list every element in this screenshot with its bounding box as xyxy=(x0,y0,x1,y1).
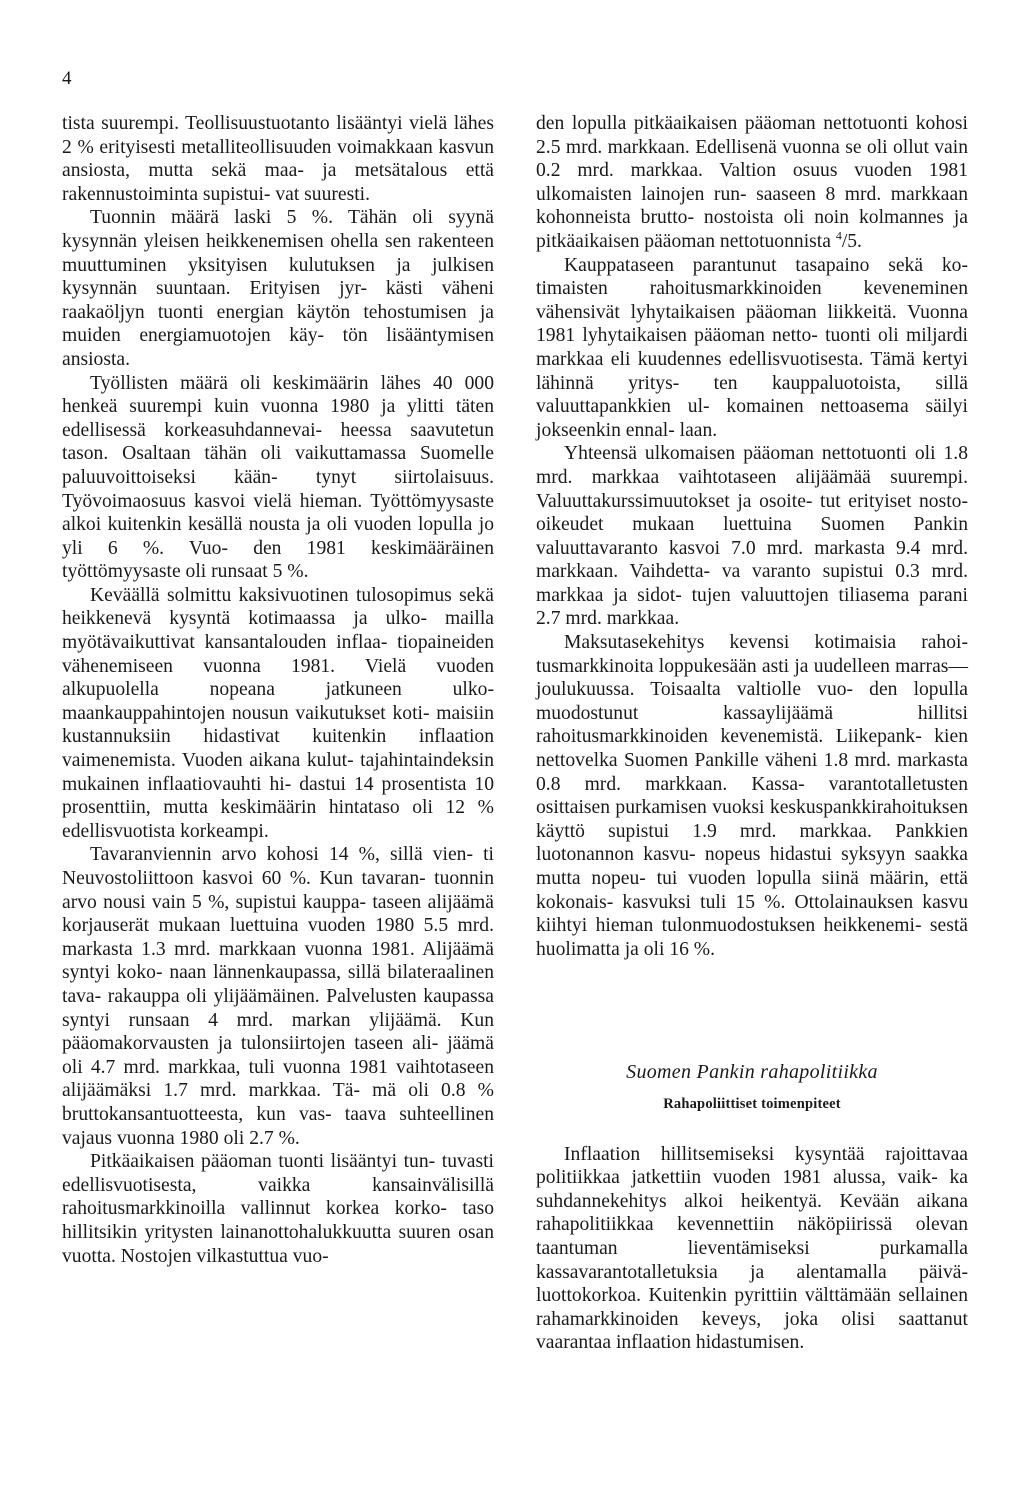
right-paragraph-1 xyxy=(536,112,968,254)
right-column xyxy=(536,112,968,1355)
right-paragraph-4: Maksutasekehitys kevensi kotimaisia rahoi- tusmarkkinoita loppukesään asti ja uudelleen marras—joulukuussa. Toisaalta valtiolle vuo- den lopulla muodostunut kassaylijäämä hillitsi rahoitusmarkkinoiden kevenemistä. Liikepank- kien nettovelka Suomen Pankille väheni 1.8 mrd. markasta 0.8 mrd. markkaan. Kassa- varantotalletusten osittaisen purkamisen vuoksi keskuspankkirahoituksen käyttö supistui 1.9 mrd. markkaa. Pankkien luotonannon kasvu- nopeus hidastui syksyyn saakka mutta nopeu- tui vuoden lopulla siinä määrin, että kokonais- kasvuksi tuli 15 %. Ottolainauksen kasvu kiihtyi hieman tulonmuodostuksen heikkenemi- sestä huolimatta ja oli 16 %. xyxy=(536,632,968,960)
left-paragraph-1: tista suurempi. Teollisuustuotanto lisääntyi vielä lähes 2 % erityisesti metalliteollisuuden voimakkaan kasvun ansiosta, mutta sekä maa- ja metsätalous että rakennustoiminta supistui- vat suuresti. xyxy=(62,113,494,205)
left-paragraph-4: Keväällä solmittu kaksivuotinen tulosopimus sekä heikkenevä kysyntä kotimaassa ja ulko- mailla myötävaikuttivat kansantalouden inflaa- tiopaineiden vähenemiseen vuonna 1981. Vielä vuoden alkupuolella nopeana jatkuneen ulko- maankauppahintojen nousun vaikutukset koti- maisiin kustannuksiin hidastivat kuitenkin inflaation vaimenemista. Vuoden aikana kulut- tajahintaindeksin mukainen inflaatiovauhti hi- dastui 14 prosentista 10 prosenttiin, mutta keskimäärin hintataso oli 12 % edellisvuotista korkeampi. xyxy=(62,584,494,842)
left-paragraph-6: Pitkäaikaisen pääoman tuonti lisääntyi tun- tuvasti edellisvuotisesta, vaikka kansainvälisillä rahoitusmarkkinoilla vallinnut korkea korko- taso hillitsikin yritysten lainanottohalukkuutta suuren osan vuotta. Nostojen vilkastuttua vuo- xyxy=(62,1151,494,1267)
left-column xyxy=(62,112,494,1268)
section-title: Suomen Pankin rahapolitiikka xyxy=(626,1061,878,1084)
left-paragraph-5: Tavaranviennin arvo kohosi 14 %, sillä vien- ti Neuvostoliittoon kasvoi 60 %. Kun tavaran- tuonnin arvo nousi vain 5 %, supistui kauppa- taseen alijäämä korjauserät mukaan luettuina vuoden 1980 5.5 mrd. markasta 1.3 mrd. markkaan vuonna 1981. Alijäämä syntyi koko- naan lännenkaupassa, sillä bilateraalinen tava- rakauppa oli ylijäämäinen. Palvelusten kaupassa syntyi runsaan 4 mrd. markan ylijäämä. Kun pääomakorvausten ja tulonsiirtojen taseen ali- jäämä oli 4.7 mrd. markkaa, tuli vuonna 1981 vaihtotaseen alijäämäksi 1.7 mrd. markkaa. Tä- mä oli 0.8 % bruttokansantuotteesta, kun vas- taava suhteellinen vajaus vuonna 1980 oli 2.7 %. xyxy=(62,844,494,1149)
section-subtitle: Rahapoliittiset toimenpiteet xyxy=(663,1095,841,1112)
left-paragraph-3: Työllisten määrä oli keskimäärin lähes 40 000 henkeä suurempi kuin vuonna 1980 ja ylitti täten edellisessä korkeasuhdannevai- heessa saavutetun tason. Osaltaan tähän oli vaikuttamassa Suomelle paluuvoittoiseksi kään- tynyt siirtolaisuus. Työvoimaosuus kasvoi vielä hieman. Työttömyysaste alkoi kuitenkin kesällä nousta ja oli vuoden lopulla jo yli 6 %. Vuo- den 1981 keskimääräinen työttömyysaste oli runsaat 5 %. xyxy=(62,372,494,583)
page-number: 4 xyxy=(62,68,72,89)
fraction-denominator: /5. xyxy=(841,230,862,252)
right-paragraph-2: Kauppataseen parantunut tasapaino sekä ko- timaisten rahoitusmarkkinoiden keveneminen vähensivät lyhytaikaisen pääoman liikkeitä. Vuonna 1981 lyhytaikaisen pääoman netto- tuonti oli miljardi markkaa eli kuudennes edellisvuotisesta. Tämä kertyi lähinnä yritys- ten kauppaluotoista, sillä valuuttapankkien ul- komainen nettoasema säilyi jokseenkin ennal- laan. xyxy=(536,254,968,441)
right-paragraph-3: Yhteensä ulkomaisen pääoman nettotuonti oli 1.8 mrd. markkaa vaihtotaseen alijäämää suurempi. Valuuttakurssimuutokset ja osoite- tut erityiset nosto-oikeudet mukaan luettuina Suomen Pankin valuuttavaranto kasvoi 7.0 mrd. markasta 9.4 mrd. markkaan. Vaihdetta- va varanto supistui 0.3 mrd. markkaa ja sidot- tujen valuuttojen tiliasema parani 2.7 mrd. markkaa. xyxy=(536,443,968,630)
right-paragraph-1-text: den lopulla pitkäaikaisen pääoman nettotuonti kohosi 2.5 mrd. markkaan. Edellisenä vuonna se oli ollut vain 0.2 mrd. markkaa. Valtion osuus vuoden 1981 ulkomaisten lainojen run- saaseen 8 mrd. markkaan kohonneista brutto- nostoista oli noin kolmannes ja pitkäaikaisen pääoman nettotuonnista xyxy=(536,113,968,252)
left-paragraph-2: Tuonnin määrä laski 5 %. Tähän oli syynä kysynnän yleisen heikkenemisen ohella sen rakenteen muuttuminen yksityisen kulutuksen ja julkisen kysynnän suuntaan. Erityisen jyr- kästi väheni raakaöljyn tuonti energian käytön tehostumisen ja muiden energiamuotojen käy- tön lisääntymisen ansiosta. xyxy=(62,207,494,370)
fraction-numerator: 4 xyxy=(835,228,842,243)
section-paragraph: Inflaation hillitsemiseksi kysyntää rajoittavaa politiikkaa jatkettiin vuoden 1981 alussa, vaik- ka suhdannekehitys alkoi heikentyä. Kevään aikana rahapolitiikkaa kevennettiin näköpiirissä olevan taantuman lieventämiseksi purkamalla kassavarantotalletuksia ja alentamalla päivä- luottokorkoa. Kuitenkin pyrittiin välttämään sellainen rahamarkkinoiden keveys, joka olisi saattanut vaarantaa inflaation hidastumisen. xyxy=(536,1143,968,1354)
